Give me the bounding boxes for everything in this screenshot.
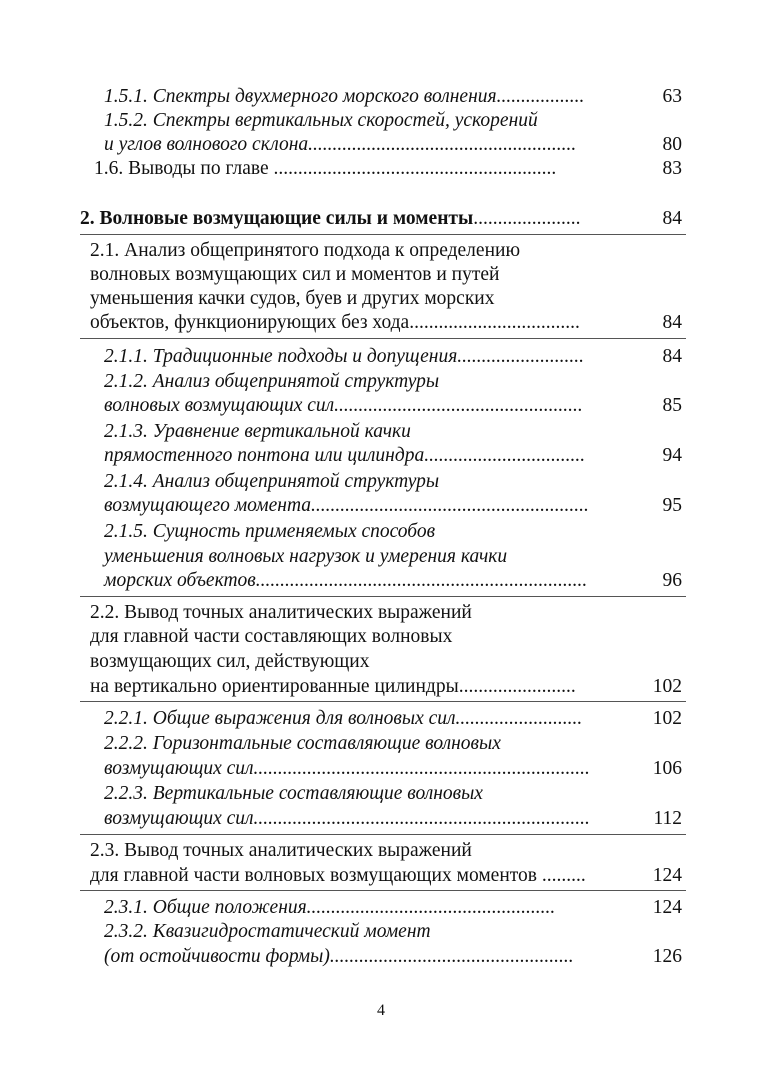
toc-entry-2-2-3: 2.2.3. Вертикальные составляющие волновых — [104, 783, 483, 804]
toc-entry-2-1-3: 2.1.3. Уравнение вертикальной качки — [104, 421, 411, 442]
toc-page-number: 63 — [662, 86, 682, 107]
toc-entry-1-5-1: 1.5.1. Спектры двухмерного морского волнения.................. — [104, 86, 585, 107]
toc-page-number: 96 — [662, 570, 682, 591]
toc-entry-2-2-2-cont: возмущающих сил..................................................................... — [104, 758, 590, 779]
toc-page-number: 84 — [662, 346, 682, 367]
toc-entry-2-2-cont: для главной части составляющих волновых — [90, 626, 453, 647]
toc-entry-2-1-4: 2.1.4. Анализ общепринятой структуры — [104, 471, 440, 492]
toc-entry-2-3-1: 2.3.1. Общие положения................................................... — [104, 897, 556, 918]
toc-page-number: 124 — [652, 865, 682, 886]
toc-entry-2-1: 2.1. Анализ общепринятого подхода к определению — [90, 240, 521, 261]
toc-page-number: 84 — [662, 208, 682, 229]
section-divider — [80, 890, 686, 891]
toc-entry-2-1-5: 2.1.5. Сущность применяемых способов — [104, 521, 436, 542]
section-divider — [80, 338, 686, 339]
toc-entry-2-2-1: 2.2.1. Общие выражения для волновых сил.......................... — [104, 708, 583, 729]
page-number: 4 — [377, 1002, 385, 1019]
toc-entry-2-3: 2.3. Вывод точных аналитических выражений — [90, 840, 472, 861]
toc-page-number: 102 — [652, 676, 682, 697]
toc-entry-2-1-5-cont: морских объектов.................................................................... — [104, 570, 588, 591]
toc-entry-1-5-2: 1.5.2. Спектры вертикальных скоростей, ускорений — [104, 110, 538, 131]
chapter-title: 2. Волновые возмущающие силы и моменты — [80, 208, 474, 229]
toc-entry-2-1-cont: волновых возмущающих сил и моментов и путей — [90, 264, 500, 285]
toc-page-number: 112 — [653, 808, 682, 829]
toc-page-number: 126 — [652, 946, 682, 967]
section-divider — [80, 701, 686, 702]
toc-entry-2-2-cont: возмущающих сил, действующих — [90, 651, 370, 672]
toc-entry-2-2-2: 2.2.2. Горизонтальные составляющие волновых — [104, 733, 501, 754]
toc-page-number: 83 — [662, 158, 682, 179]
toc-page-number: 80 — [662, 134, 682, 155]
toc-page-number: 124 — [652, 897, 682, 918]
toc-entry-2-1-cont: объектов, функционирующих без хода................................... — [90, 312, 580, 333]
toc-page-number: 102 — [652, 708, 682, 729]
toc-page-number: 85 — [662, 395, 682, 416]
toc-entry-2-3-2-cont: (от остойчивости формы).................................................. — [104, 946, 574, 967]
toc-page-number: 95 — [662, 495, 682, 516]
toc-entry-2-1-2-cont: волновых возмущающих сил................................................... — [104, 395, 583, 416]
toc-page-number: 84 — [662, 312, 682, 333]
toc-entry-2-1-2: 2.1.2. Анализ общепринятой структуры — [104, 371, 440, 392]
toc-entry-2-2-cont: на вертикально ориентированные цилиндры........................ — [90, 676, 576, 697]
toc-entry-2-1-cont: уменьшения качки судов, буев и других морских — [90, 288, 495, 309]
toc-entry-2-1-5-cont: уменьшения волновых нагрузок и умерения качки — [104, 546, 508, 567]
toc-entry-2-1-1: 2.1.1. Традиционные подходы и допущения.......................... — [104, 346, 585, 367]
toc-entry-1-5-2-cont: и углов волнового склона....................................................... — [104, 134, 577, 155]
toc-entry-2-3-2: 2.3.2. Квазигидростатический момент — [104, 921, 431, 942]
section-divider — [80, 596, 686, 597]
toc-entry-2-1-4-cont: возмущающего момента......................................................... — [104, 495, 589, 516]
toc-entry-2-1-3-cont: прямостенного понтона или цилиндра................................. — [104, 445, 586, 466]
toc-entry-2-3-cont: для главной части волновых возмущающих моментов ......... — [90, 865, 586, 886]
toc-entry-2-2: 2.2. Вывод точных аналитических выражений — [90, 602, 472, 623]
toc-entry-1-6: 1.6. Выводы по главе .......................................................... — [94, 158, 557, 179]
toc-chapter-2 — [80, 207, 580, 231]
toc-page-number: 106 — [652, 758, 682, 779]
toc-entry-2-2-3-cont: возмущающих сил..................................................................... — [104, 808, 590, 829]
section-divider — [80, 834, 686, 835]
section-divider — [80, 234, 686, 235]
chapter-dots: ...................... — [473, 208, 581, 229]
toc-page-number: 94 — [662, 445, 682, 466]
